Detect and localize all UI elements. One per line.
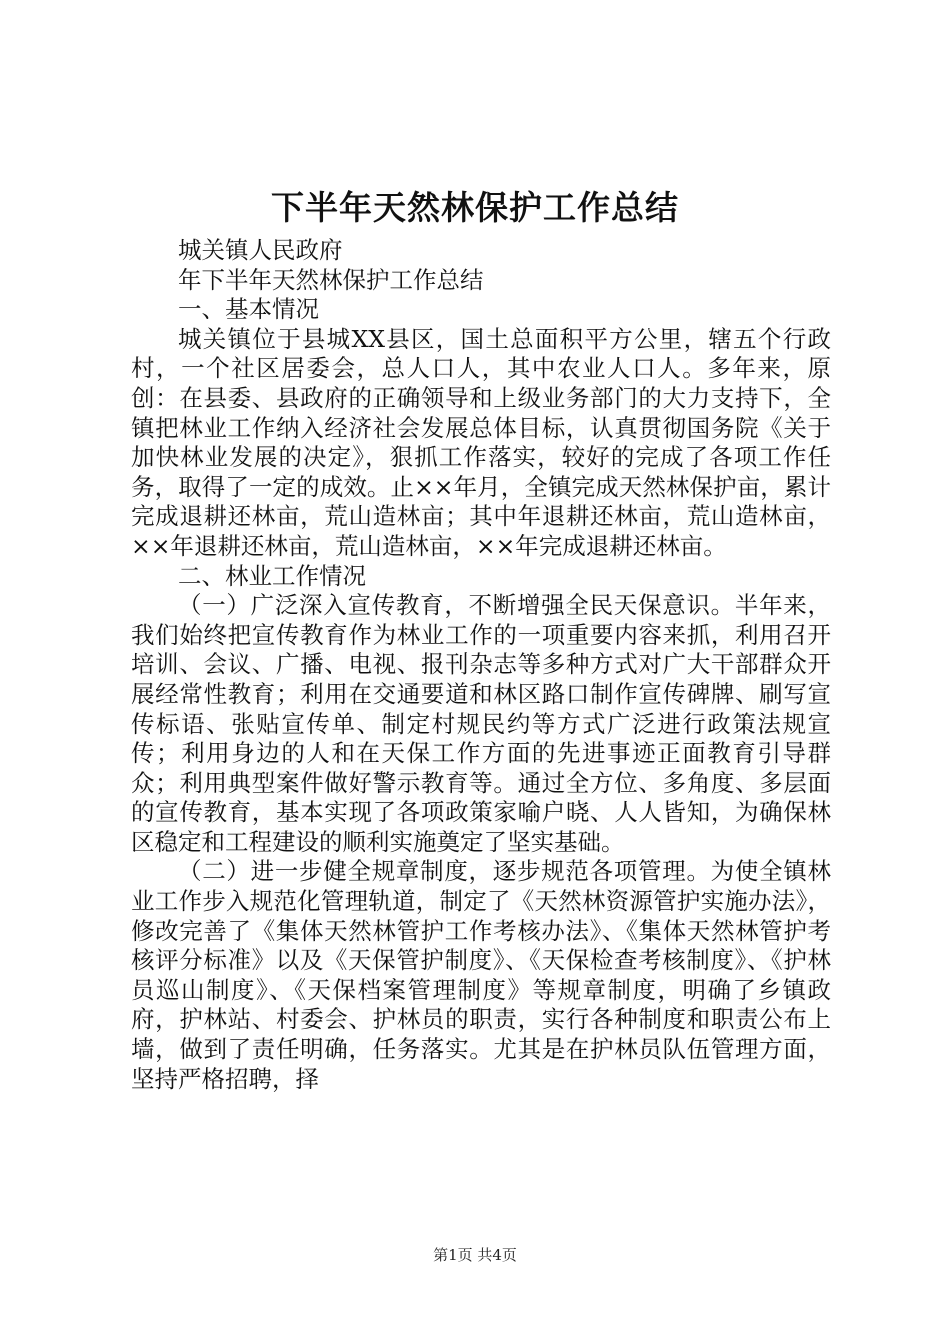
section-heading-basic: 一、基本情况 [178,295,319,324]
section-heading-work: 二、林业工作情况 [178,561,366,590]
paragraph-basic-situation: 城关镇位于县城XX县区，国土总面积平方公里，辖五个行政村，一个社区居委会，总人口人，其中农业人口人。多年来，原创：在县委、县政府的正确领导和上级业务部门的大力支持下，全镇把林业工作纳入经济社会发展总体目标，认真贯彻国务院《关于加快林业发展的决定》，狠抓工作落实，较好的完成了各项工作任务，取得了一定的成效。止××年月，全镇完成天然林保护亩，累计完成退耕还林亩，荒山造林亩；其中年退耕还林亩，荒山造林亩，××年退耕还林亩，荒山造林亩，××年完成退耕还林亩。 [131,324,831,560]
paragraph-subtitle: 年下半年天然林保护工作总结 [178,265,484,294]
document-title: 下半年天然林保护工作总结 [271,188,679,227]
paragraph-publicity: （一）广泛深入宣传教育，不断增强全民天保意识。半年来，我们始终把宣传教育作为林业工作的一项重要内容来抓，利用召开培训、会议、广播、电视、报刊杂志等多种方式对广大干部群众开展经常性教育；利用在交通要道和林区路口制作宣传碑牌、刷写宣传标语、张贴宣传单、制定村规民约等方式广泛进行政策法规宣传；利用身边的人和在天保工作方面的先进事迹正面教育引导群众；利用典型案件做好警示教育等。通过全方位、多角度、多层面的宣传教育，基本实现了各项政策家喻户晓、人人皆知，为确保林区稳定和工程建设的顺利实施奠定了坚实基础。 [131,591,831,856]
paragraph-regulations: （二）进一步健全规章制度，逐步规范各项管理。为使全镇林业工作步入规范化管理轨道，制定了《天然林资源管护实施办法》，修改完善了《集体天然林管护工作考核办法》、《集体天然林管护考核评分标准》以及《天保管护制度》、《天保检查考核制度》、《护林员巡山制度》、《天保档案管理制度》等规章制度，明确了乡镇政府，护林站、村委会、护林员的职责，实行各种制度和职责公布上墙，做到了责任明确，任务落实。尤其是在护林员队伍管理方面，坚持严格招聘，择 [131,857,831,1093]
document-body [131,236,831,1094]
page-footer: 第1页 共4页 [433,1246,517,1264]
paragraph-issuer: 城关镇人民政府 [178,236,343,264]
